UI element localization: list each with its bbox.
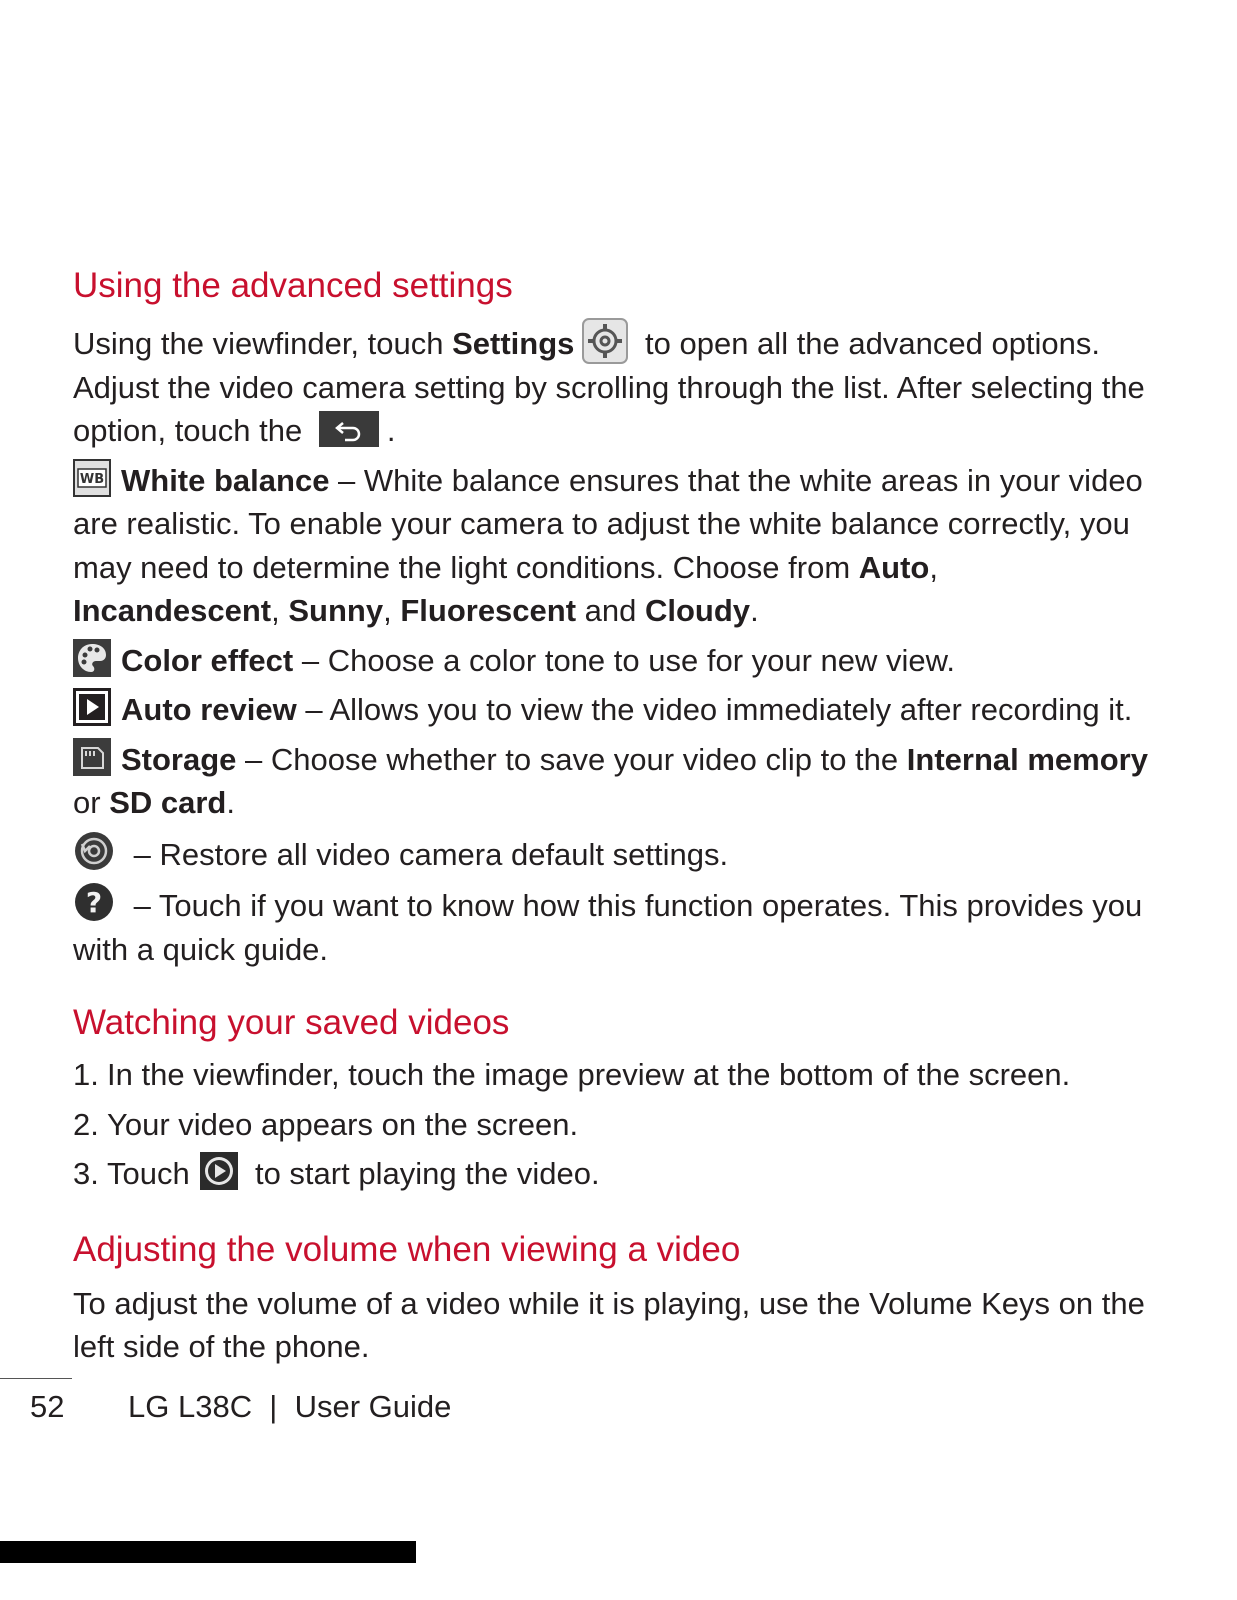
palette-icon bbox=[73, 639, 111, 677]
section-title-adjusting-volume: Adjusting the volume when viewing a video bbox=[73, 1229, 741, 1269]
restore-icon bbox=[73, 831, 115, 871]
bottom-bar bbox=[0, 1541, 416, 1563]
list-item: 3. Touch to start playing the video. bbox=[73, 1152, 1153, 1196]
auto-review-paragraph: Auto review – Allows you to view the video immediately after recording it. bbox=[73, 688, 1153, 732]
wb-icon bbox=[73, 459, 111, 497]
help-icon bbox=[73, 882, 115, 922]
footer bbox=[30, 1385, 451, 1429]
intro-paragraph: Using the viewfinder, touch Settings to open all the advanced options. Adjust the video camera setting by scrolling through the list. After selecting the option, touch the . bbox=[73, 318, 1153, 453]
svg-text:WB: WB bbox=[79, 471, 105, 487]
page-number: 52 bbox=[30, 1389, 65, 1424]
back-key-icon bbox=[319, 411, 379, 447]
help-paragraph: ? – Touch if you want to know how this function operates. This provides you with a quick guide. bbox=[73, 882, 1153, 971]
footer-title: LG L38C | User Guide bbox=[128, 1389, 452, 1424]
gear-icon bbox=[582, 318, 628, 364]
play-square-icon bbox=[73, 688, 111, 726]
list-item: 1. In the viewfinder, touch the image preview at the bottom of the screen. bbox=[73, 1057, 1071, 1092]
storage-paragraph: Storage – Choose whether to save your video clip to the Internal memory or SD card. bbox=[73, 738, 1153, 825]
footer-rule bbox=[0, 1378, 72, 1379]
page-content bbox=[73, 262, 1153, 1375]
section-title-watching-videos: Watching your saved videos bbox=[73, 1003, 510, 1042]
restore-paragraph: – Restore all video camera default settings. bbox=[73, 831, 1153, 877]
play-circle-icon bbox=[200, 1152, 238, 1190]
volume-paragraph: To adjust the volume of a video while it is playing, use the Volume Keys on the left side of the phone. bbox=[73, 1285, 1145, 1364]
white-balance-paragraph: WB White balance – White balance ensures that the white areas in your video are realistic. To enable your camera to adjust the white balance correctly, you may need to determine the light conditions. Choose from Auto, Incandescent, Sunny, Fluorescent and Cloudy. bbox=[73, 459, 1153, 633]
list-item: 2. Your video appears on the screen. bbox=[73, 1106, 579, 1142]
steps-list bbox=[73, 1053, 1153, 1196]
color-effect-paragraph: Color effect – Choose a color tone to use for your new view. bbox=[73, 639, 1153, 683]
svg-text:?: ? bbox=[85, 886, 103, 919]
sd-card-icon bbox=[73, 738, 111, 776]
section-title-advanced-settings: Using the advanced settings bbox=[73, 266, 513, 305]
